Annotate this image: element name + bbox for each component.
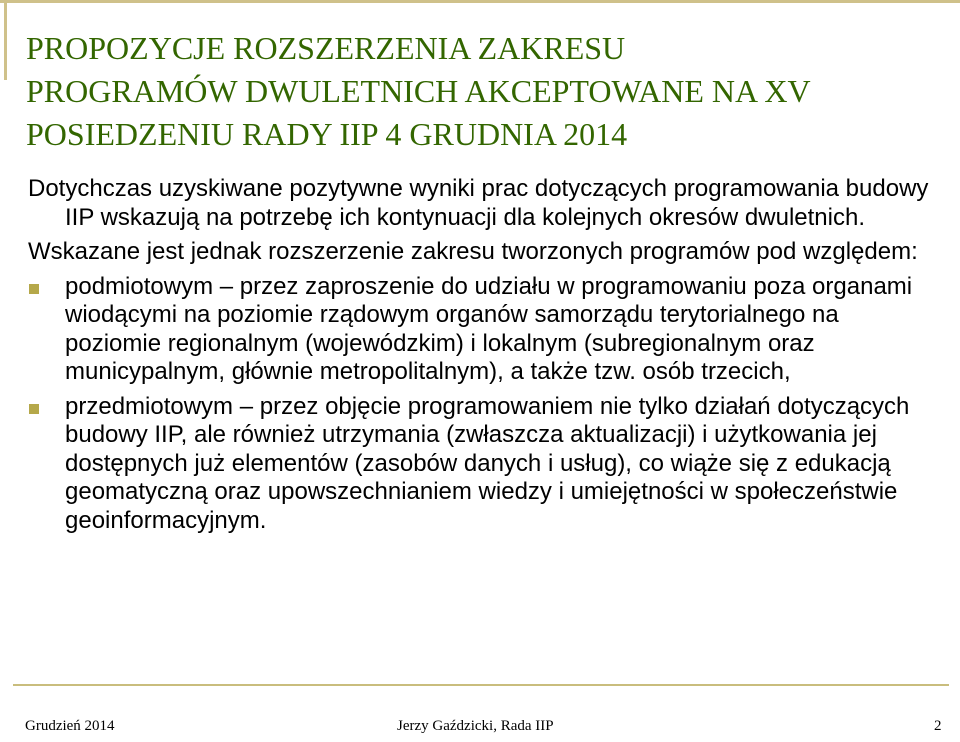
left-accent-line: [4, 0, 7, 80]
bullet-text: podmiotowym – przez zaproszenie do udziału w programowaniu poza organami wiodącymi na poziomie rządowym organów samorządu terytorialnego na poziomie regionalnym (wojewódzkim) i lokalnym (subregionalnym oraz municypalnym, głównie metropolitalnym), a także tzw. osób trzecich,: [65, 272, 913, 385]
bullet-item-subject: [28, 273, 933, 387]
bullet-item-object: [28, 393, 933, 536]
square-bullet-icon: [29, 284, 39, 294]
slide-title: [26, 27, 946, 156]
top-accent-line: [0, 0, 960, 3]
intro-paragraph: Dotychczas uzyskiwane pozytywne wyniki prac dotyczących programowania budowy IIP wskazują na potrzebę ich kontynuacji dla kolejnych okresów dwuletnich.: [28, 175, 929, 231]
slide-title-line-1: PROPOZYCJE ROZSZERZENIA ZAKRESU: [26, 30, 626, 66]
footer-divider: [13, 684, 949, 686]
slide-title-line-2: PROGRAMÓW DWULETNICH AKCEPTOWANE NA XV: [26, 73, 811, 109]
bullet-text: przedmiotowym – przez objęcie programowaniem nie tylko działań dotyczących budowy IIP, ale również utrzymania (zwłaszcza aktualizacji) i użytkowania jej dostępnych już elementów (zasobów danych i usług), co wiąże się z edukacją geomatyczną oraz upowszechnianiem wiedzy i umiejętności w społeczeństwie geoinformacyjnym.: [65, 392, 910, 534]
page-number: 2: [934, 718, 942, 734]
square-bullet-icon: [29, 404, 39, 414]
scope-paragraph: Wskazane jest jednak rozszerzenie zakresu tworzonych programów pod względem:: [28, 238, 918, 265]
footer-date: Grudzień 2014: [25, 718, 115, 734]
slide-title-line-3: POSIEDZENIU RADY IIP 4 GRUDNIA 2014: [26, 116, 628, 152]
slide-body: [28, 175, 933, 541]
footer-author: Jerzy Gaździcki, Rada IIP: [397, 718, 554, 734]
